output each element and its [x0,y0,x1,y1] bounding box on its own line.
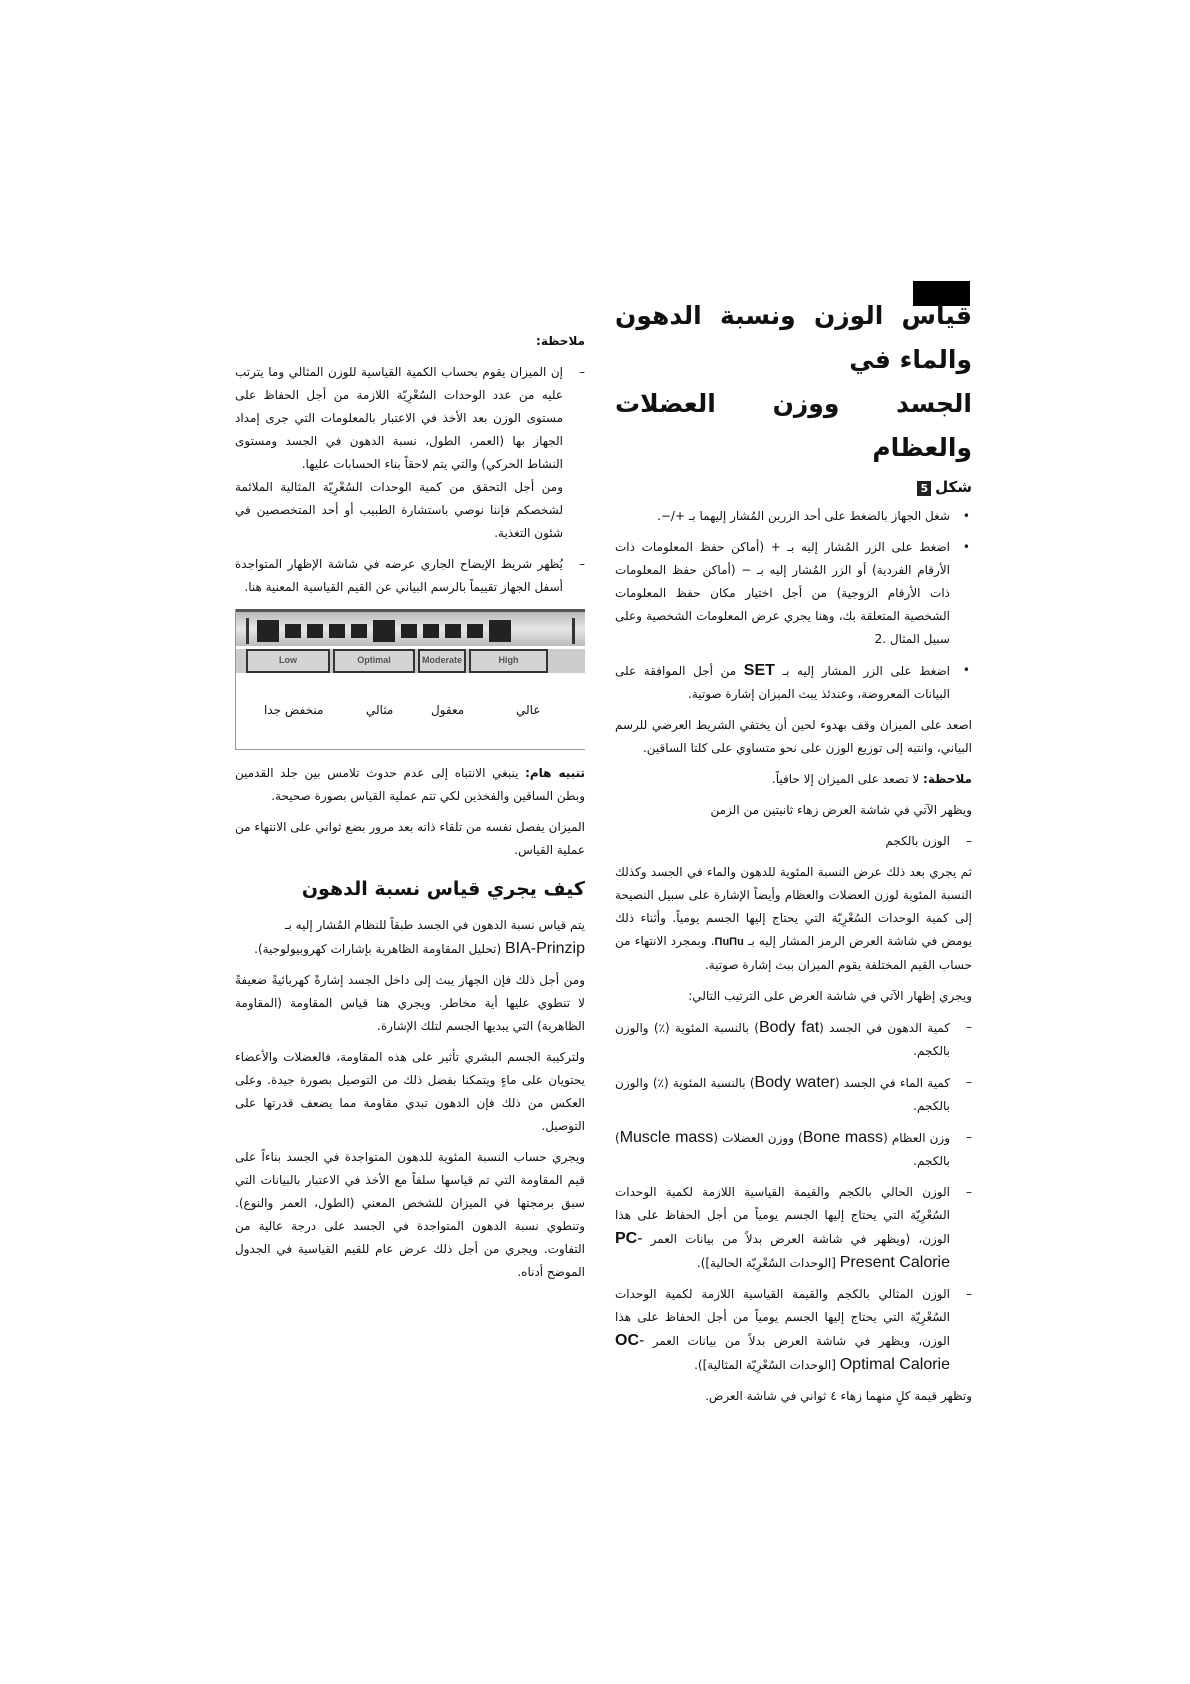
result-item-optimal-calorie: – الوزن المثالي بالكجم والقيمة القياسية اللازمة لكمية الوحدات السُعْرِيّة التي يحتاج إليها الجسم يومياً من أجل الحفاظ على هذا الوزن، ويظهر في شاشة العرض بدلاً من بيانات العمر OC-Optimal Calorie [الوحدات السُعْرِيّة المثالية]). [615,1283,950,1377]
right-column [615,270,972,1416]
warning: تنبيه هام: ينبغي الانتباه إلى عدم حدوث تلامس بين جلد القدمين وبطن الساقين والفخذين لكي تتم عملية القياس بصورة صحيحة. [235,766,585,803]
results-list [615,1016,972,1377]
note-heading: ملاحظة: [536,334,585,348]
step-item: • اضغط على الزر المُشار إليه بـ + (أماكن حفظ المعلومات ذات الأرقام الفردية) أو الزر المُشار إليه بـ − (أماكن حفظ المعلومات ذات الأرقام الزوجية) من أجل اختيار مكان حفظ المعلومات الشخصية المتعلقة بك، وهنا يجري عرض المعلومات الشخصية وعلى سبيل المثال .2 [615,536,950,651]
legend-optimal: Optimal [333,649,415,673]
then-text: ثم يجري بعد ذلك عرض النسبة المئوية للدهون والماء في الجسد وكذلك النسبة المئوية لوزن العضلات والعظام وأيضاً الإشارة على سبيل النصيحة إلى كمية الوحدات السُعْرِيّة التي يحتاج إليها الجسم يومياً. وأثناء ذلك يومض في شاشة العرض الرمز المشار إليه بـ ПuПu. وبمجرد الانتهاء من حساب القيم المختلفة يقوم الميزان ببث إشارة صوتية. [615,865,973,972]
legend-ar-high: عالي [516,703,541,717]
segment [423,624,439,638]
note-item: – يُظهر شريط الإيضاح الجاري عرضه في شاشة الإظهار المتواجدة أسفل الجهاز تقييماً بالرسم البياني عن القيم القياسية المعنية هنا. [235,553,563,599]
paragraph: ومن أجل ذلك فإن الجهاز يبث إلى داخل الجسد إشارةً كهربائيةً ضعيفةً لا تنطوي عليها أية مخاطر. ويجري هنا قياس المقاومة (المقاومة الظاهرية) التي يبديها الجسم لتلك الإشارة. [235,973,585,1033]
closing-text: وتظهر قيمة كلٍ منهما زهاء ٤ ثواني في شاشة العرض. [705,1389,972,1403]
segment [489,620,511,642]
segment [329,624,345,638]
result-item-body-fat: – كمية الدهون في الجسد (Body fat) بالنسبة المئوية (٪) والوزن بالكجم. [615,1016,950,1063]
note-item: – إن الميزان يقوم بحساب الكمية القياسية للوزن المثالي وما يترتب عليه من عدد الوحدات السُعْرِيّة اللازمة من أجل الحفاظ على مستوى الوزن بعد الأخذ في الاعتبار بالمعلومات التي جرى إمداد الجهاز بها (العمر، الطول، نسبة الدهون في الجسد ومستوى النشاط الحركي) والتي يتم لاحقاً بناء الحسابات عليها. ومن أجل التحقق من كمية الوحدات السُعْرِيّة المثالية الملائمة لشخصكم فإننا نوصي باستشارة الطبيب أو أحد المتخصصين في شئون التغذية. [235,361,563,545]
step-item-set: • اضغط على الزر المشار إليه بـ SET من أجل الموافقة على البيانات المعروضة، وعندئذ يبث الميزان إشارة صوتية. [615,659,950,706]
display-bar [236,609,585,646]
figure-number: 5 [917,481,931,496]
segment [373,620,395,642]
legend-ar-low: منخفض جدا [264,703,324,717]
segment [351,624,367,638]
appears-text: ويظهر الآتي في شاشة العرض زهاء ثانيتين من الزمن [710,803,972,817]
figure-reference: شكل5 [615,476,972,499]
legend-ar-optimal: مثالي [366,703,394,717]
segment [307,624,323,638]
steps-list [615,505,972,706]
result-item-body-water: – كمية الماء في الجسد (Body water) بالنسبة المئوية (٪) والوزن بالكجم. [615,1071,950,1118]
legend-labels [236,649,585,673]
blink-symbol: ПuПu [714,936,744,948]
segment [285,624,301,638]
legend-ar-moderate: معقول [431,703,465,717]
paragraph: ويجري حساب النسبة المئوية للدهون المتواجدة في الجسد بناءاً على قيم المقاومة التي تم قياسها سلفاً مع الأخذ في الاعتبار بالبيانات التي سبق برمجتها في الميزان للشخص المعني (الطول، العمر والنوع). وتنطوي نسبة الدهون المتواجدة في الجسد على درجة عالية من التفاوت. ويجري من أجل ذلك عرض عام للقيم القياسية في الجدول الموضح أدناه. [235,1150,585,1279]
result-item-present-calorie: – الوزن الحالي بالكجم والقيمة القياسية اللازمة لكمية الوحدات السُعْرِيّة التي يحتاج إليها الجسم يومياً من أجل الحفاظ على هذا الوزن، (ويظهر في شاشة العرض بدلاً من بيانات العمر PC-Present Calorie [الوحدات السُعْرِيّة الحالية]). [615,1181,950,1275]
paragraph: ولتركيبة الجسم البشري تأثير على هذه المقاومة، فالعضلات والأعضاء يحتويان على ماءٍ ويتمكنا بفضل ذلك من التوصيل بصورة جيدة. وعلى العكس من ذلك فإن الدهون تبدي مقاومة مما يضعف قدرتها على التوصيل. [235,1050,585,1133]
set-label: SET [743,662,775,679]
segment-indicators [246,618,575,644]
segment [401,624,417,638]
legend-low: Low [246,649,330,673]
step-item: • شغل الجهاز بالضغط على أحد الزرين المُشار إليهما بـ +/−. [615,505,950,528]
display-legend-figure [235,609,585,750]
note: ملاحظة: لا تصعد على الميزان إلا حافياً. [771,772,972,786]
auto-off-text: الميزان يفصل نفسه من تلقاء ذاته بعد مرور بضع ثواني على الانتهاء من عملية القياس. [235,820,585,857]
section-heading: كيف يجري قياس نسبة الدهون [301,878,585,900]
step-on-text: اصعد على الميزان وقف بهدوء لحين أن يختفي الشريط العرضي للرسم البياني، وانتبه إلى توزيع الوزن على نحو متساوي على كلتا الساقين. [615,718,972,755]
segment [257,620,279,642]
segment [445,624,461,638]
left-column [235,330,585,1292]
order-intro: ويجري إظهار الآتي في شاشة العرض على الترتيب التالي: [688,989,972,1003]
legend-high: High [469,649,548,673]
segment [467,624,483,638]
page-title: قياس الوزن ونسبة الدهون والماء في الجسد ووزن العضلات والعظام [615,301,972,462]
legend-moderate: Moderate [418,649,466,673]
notes-list [235,361,585,599]
bia-text: يتم قياس نسبة الدهون في الجسد طبقاً للنظام المُشار إليه بـ BIA-Prinzip (تحليل المقاومة الظاهرية بإشارات كهروبيولوجية). [254,918,585,957]
result-item-bone-muscle: – وزن العظام (Bone mass) ووزن العضلات (Muscle mass) بالكجم. [615,1126,950,1173]
weight-item: – الوزن بالكجم [615,830,950,853]
